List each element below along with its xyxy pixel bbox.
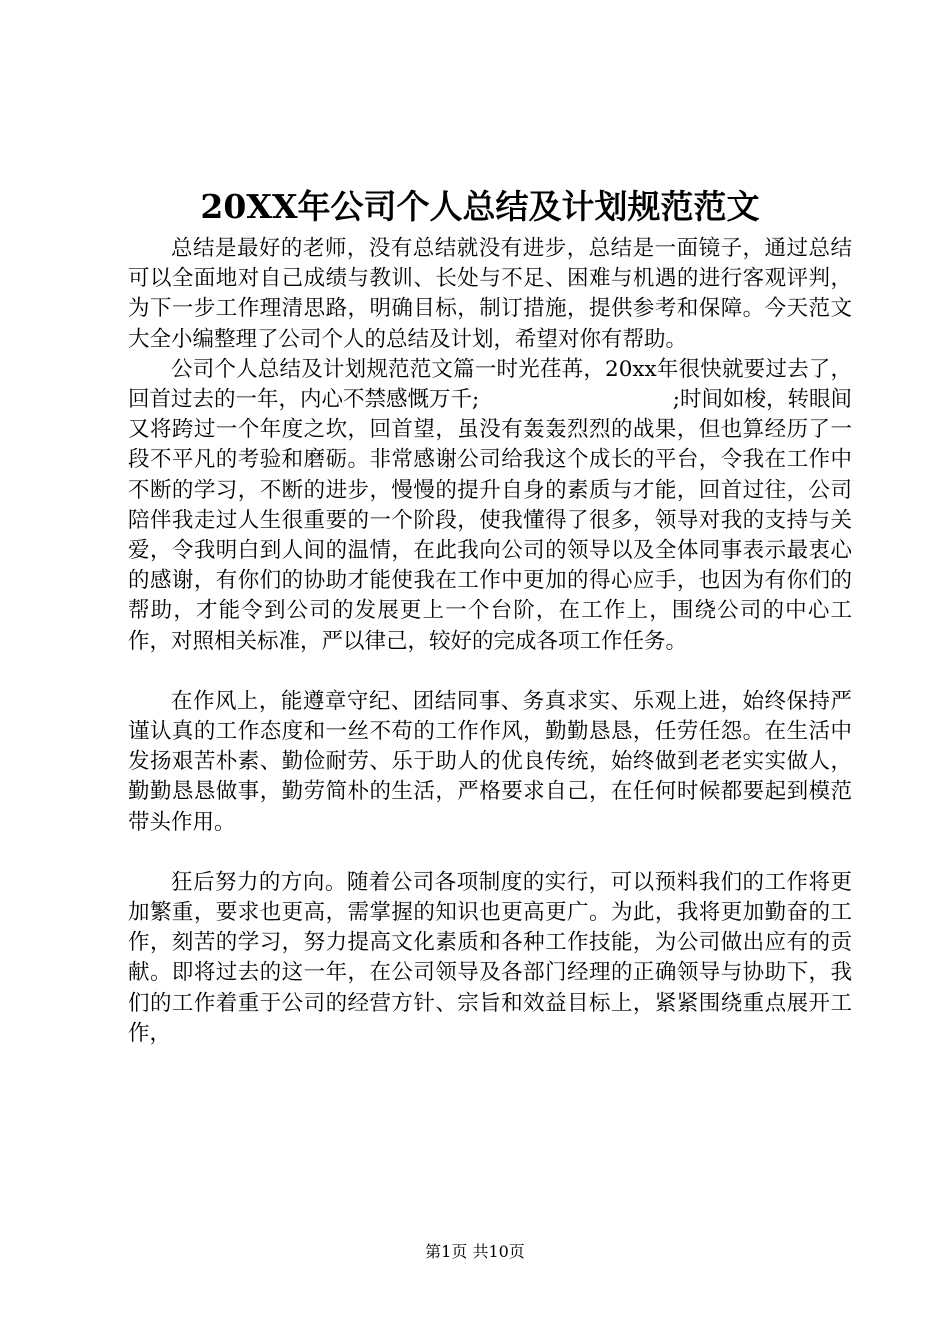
paragraph-intro: 总结是最好的老师，没有总结就没有进步，总结是一面镜子，通过总结可以全面地对自己成绩与教训、长处与不足、困难与机遇的进行客观评判，为下一步工作理清思路，明确目标，制订措施，提供参考和保障。今天范文大全小编整理了公司个人的总结及计划，希望对你有帮助。 [128,236,852,352]
document-title: 20XX年公司个人总结及计划规范范文 [200,187,760,226]
paragraph-work-style: 在作风上，能遵章守纪、团结同事、务真求实、乐观上进，始终保持严谨认真的工作态度和一丝不苟的工作作风，勤勤恳恳，任劳任怨。在生活中发扬艰苦朴素、勤俭耐劳、乐于助人的优良传统，始终做到老老实实做人，勤勤恳恳做事，勤劳简朴的生活，严格要求自己，在任何时候都要起到模范带头作用。 [128,688,852,835]
page-footer: 第1页 共10页 [425,1242,525,1261]
paragraph-part-one: 公司个人总结及计划规范范文篇一时光荏苒，20xx年很快就要过去了，回首过去的一年，内心不禁感慨万千; ;时间如梭，转眼间又将跨过一个年度之坎，回首望，虽没有轰轰烈烈的战果，但也算经历了一段不平凡的考验和磨砺。非常感谢公司给我这个成长的平台，令我在工作中不断的学习，不断的进步，慢慢的提升自身的素质与才能，回首过往，公司陪伴我走过人生很重要的一个阶段，使我懂得了很多，领导对我的支持与关爱，令我明白到人间的温情，在此我向公司的领导以及全体同事表示最衷心的感谢，有你们的协助才能使我在工作中更加的得心应手，也因为有你们的帮助，才能令到公司的发展更上一个台阶，在工作上，围绕公司的中心工作，对照相关标准，严以律己，较好的完成各项工作任务。 [128,356,852,654]
paragraph-future-direction: 狂后努力的方向。随着公司各项制度的实行，可以预料我们的工作将更加繁重，要求也更高，需掌握的知识也更高更广。为此，我将更加勤奋的工作，刻苦的学习，努力提高文化素质和各种工作技能，为公司做出应有的贡献。即将过去的这一年，在公司领导及各部门经理的正确领导与协助下，我们的工作着重于公司的经营方针、宗旨和效益目标上，紧紧围绕重点展开工作， [128,869,852,1046]
paragraph-spacer [128,657,852,687]
document-body [128,234,852,1049]
paragraph-spacer [128,838,852,868]
